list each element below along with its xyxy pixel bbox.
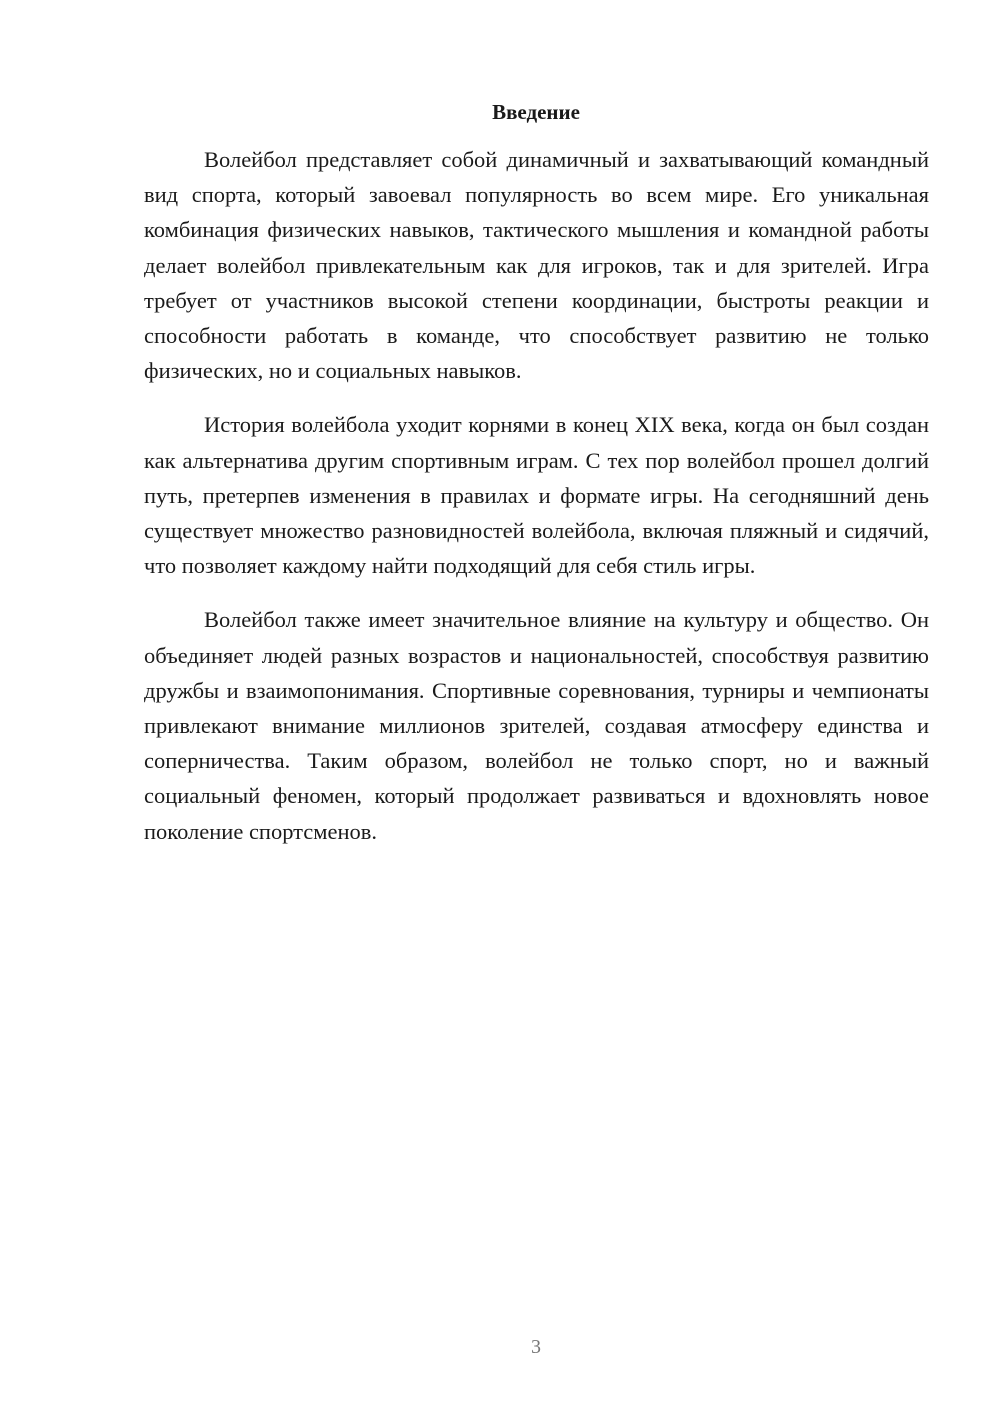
section-title: Введение	[492, 100, 580, 124]
paragraph-culture: Волейбол также имеет значительное влияние на культуру и общество. Он объединяет людей разных возрастов и национальностей, способствуя развитию дружбы и взаимопонимания. Спортивные соревнования, турниры и чемпионаты привлекают внимание миллионов зрителей, создавая атмосферу единства и соперничества. Таким образом, волейбол не только спорт, но и важный социальный феномен, который продолжает развиваться и вдохновлять новое поколение спортсменов.	[144, 607, 929, 844]
paragraph-history: История волейбола уходит корнями в конец XIX века, когда он был создан как альтернатива другим спортивным играм. С тех пор волейбол прошел долгий путь, претерпев изменения в правилах и формате игры. На сегодняшний день существует множество разновидностей волейбола, включая пляжный и сидячий, что позволяет каждому найти подходящий для себя стиль игры.	[144, 412, 929, 579]
page-number: 3	[531, 1336, 541, 1358]
body-text	[144, 142, 929, 868]
paragraph-intro: Волейбол представляет собой динамичный и захватывающий командный вид спорта, который завоевал популярность во всем мире. Его уникальная комбинация физических навыков, тактического мышления и командной работы делает волейбол привлекательным как для игроков, так и для зрителей. Игра требует от участников высокой степени координации, быстроты реакции и способности работать в команде, что способствует развитию не только физических, но и социальных навыков.	[144, 147, 929, 384]
